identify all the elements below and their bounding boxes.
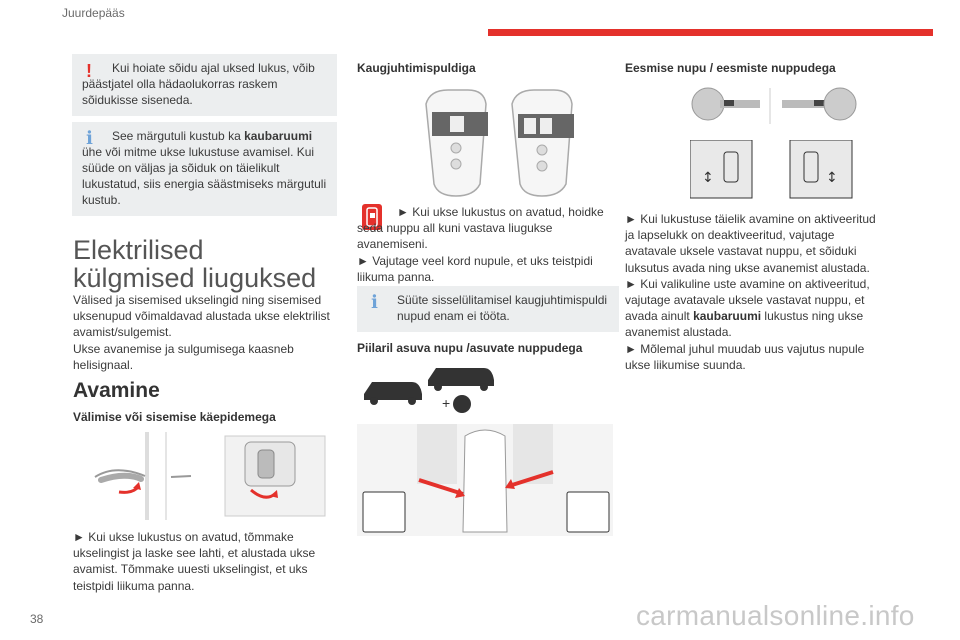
warning-exclamation-icon: !	[86, 61, 92, 81]
svg-text:↕: ↕	[826, 170, 838, 186]
remote-title: Kaugjuhtimispuldiga	[357, 61, 476, 75]
front-text	[625, 211, 887, 373]
section-header: Juurdepääs	[62, 6, 125, 20]
section-title: Elektrilised külgmised liuguksed	[73, 235, 317, 293]
front-text2-pre: ► Kui valikuline uste avamine on aktiveeritud, vajutage avatavale uksele vastavat nuppu, et avada ainult	[625, 276, 870, 324]
remote-info-note	[357, 286, 619, 332]
handle-text: ► Kui ukse lukustus on avatud, tõmmake ukselingist ja laske see lahti, et alustada ukse avamist. Tõmmake uuesti ukselingist, et uks teistpidi liikuma panna.	[73, 530, 316, 593]
info-line1-bold: kaubaruumi	[244, 129, 313, 143]
front-text2-post: lukustus ning ukse avanemist alustada.	[625, 309, 864, 340]
van-icons-figure	[360, 364, 500, 414]
pillar-buttons-figure	[357, 424, 613, 536]
front-title: Eesmise nupu / eesmiste nuppudega	[625, 61, 836, 75]
warning-rest: päästjatel olla hädaolukorras raskem sõidukisse siseneda.	[82, 77, 278, 107]
section-body	[73, 292, 338, 373]
page-number: 38	[30, 612, 44, 626]
door-handle-figure	[75, 432, 333, 520]
remote-text1: ► Kui ukse lukustus on avatud, hoidke seda nuppu all kuni vastava liugukse avanemiseni.	[357, 205, 604, 252]
remote-info-line1: Süüte sisselülitamisel kaugjuhtimispuldi	[397, 293, 608, 307]
opening-title: Avamine	[73, 379, 160, 402]
info-rest: ühe või mitme ukse lukustuse avamisel. Kui süüde on väljas ja sõiduk on täielikult lukustatud, siis energia säästmiseks märgutuli kustub.	[82, 145, 327, 207]
svg-text:↕: ↕	[702, 170, 714, 186]
warning-line1: Kui hoiate sõidu ajal uksed lukus, võib	[112, 61, 315, 75]
front-door-buttons-figure	[690, 140, 860, 202]
remote-info-rest: nupud enam ei tööta.	[397, 309, 510, 323]
handle-subtitle: Välimise või sisemise käepidemega	[73, 410, 276, 424]
svg-text:+: +	[442, 395, 451, 411]
remote-key-figure	[418, 84, 588, 200]
front-text2-bold: kaubaruumi	[693, 309, 762, 324]
info-icon: ℹ	[371, 292, 378, 313]
info-icon: ℹ	[86, 128, 93, 149]
remote-text	[357, 204, 612, 285]
warning-note	[72, 54, 337, 116]
info-line1-text: See märgutuli kustub ka	[112, 129, 245, 143]
front-text3: ► Mõlemal juhul muudab uus vajutus nupule ukse liikumise suunda.	[625, 341, 865, 372]
steering-figure	[690, 86, 860, 126]
info-note	[72, 122, 337, 216]
front-text2	[625, 277, 870, 340]
header-accent-bar	[488, 29, 933, 36]
pillar-title: Piilaril asuva nupu /asuvate nuppudega	[357, 341, 583, 355]
front-text1: ► Kui lukustuse täielik avamine on aktiveeritud ja lapselukk on deaktiveeritud, vajutage avatavale uksele vastavat nuppu, et sõiduki luksutus avada ning ukse avanemist alustada.	[625, 212, 876, 275]
remote-text2: ► Vajutage veel kord nupule, et uks teistpidi liikuma panna.	[357, 253, 593, 284]
info-line1	[82, 128, 327, 144]
watermark: carmanualsonline.info	[636, 600, 915, 631]
section-body-text: Välised ja sisemised ukselingid ning sisemised uksenupud võimaldavad alustada ukse elektrilist avamist/sulgemist.	[73, 293, 330, 340]
section-body-text2: Ukse avanemise ja sulgumisega kaasneb helisignaal.	[73, 341, 294, 372]
